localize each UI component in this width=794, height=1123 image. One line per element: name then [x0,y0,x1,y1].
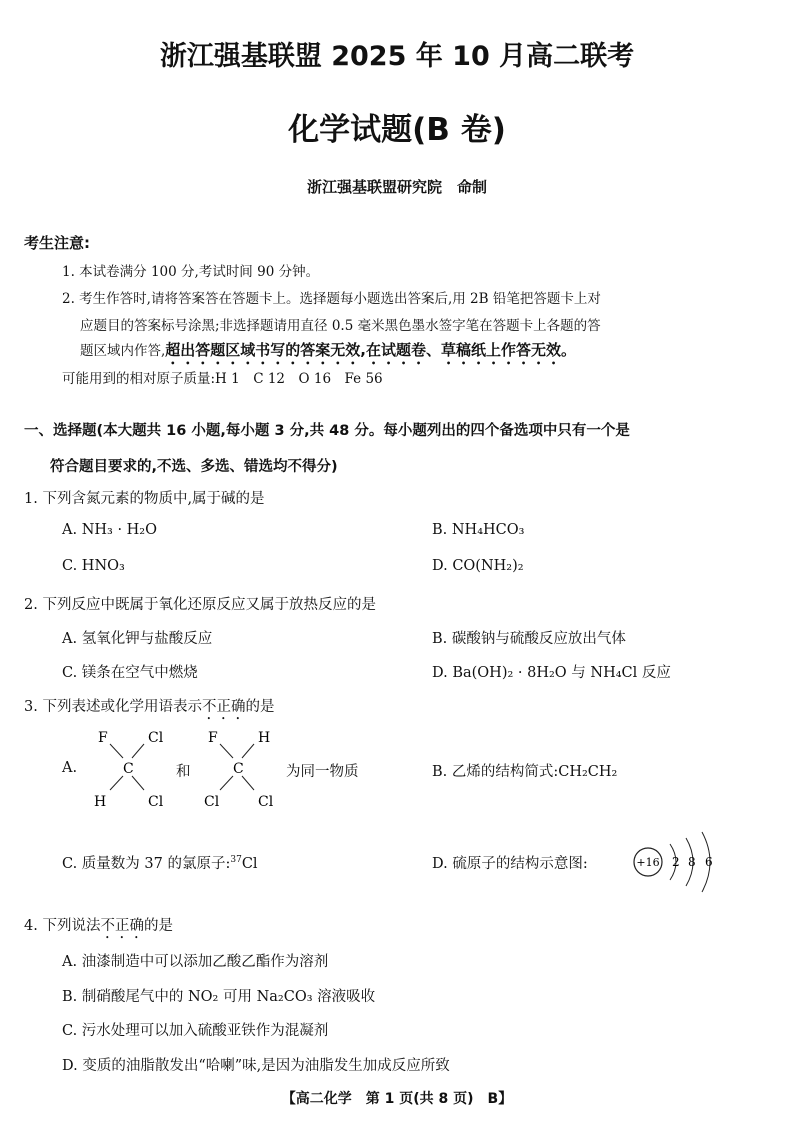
notice-item-2-line-3 [80,339,576,368]
q3-option-c-text: C. 质量数为 37 的氯原子: [62,856,231,872]
notice-item-2-line-3-text: 题区域内作答, [80,343,166,359]
shell-3-electrons: 6 [705,855,713,869]
shell-2-electrons: 8 [688,855,696,869]
notice-item-2-line-2: 应题目的答案标号涂黑;非选择题请用直径 0.5 毫米黑色墨水签字笔在答题卡上各题的答 [80,318,601,334]
page-footer: 【高二化学 第 1 页(共 8 页) B】 [281,1091,513,1107]
notice-item-2-line-1: 2. 考生作答时,请将答案答在答题卡上。选择题每小题选出答案后,用 2B 铅笔把答题卡上对 [62,291,601,307]
q1-option-b: B. NH₄HCO₃ [432,522,525,538]
q4-option-d: D. 变质的油脂散发出“哈喇”味,是因为油脂发生加成反应所致 [62,1058,450,1074]
q3-option-d-text: D. 硫原子的结构示意图: [432,856,588,872]
q2-option-a: A. 氢氧化钾与盐酸反应 [62,631,213,647]
q1-stem: 1. 下列含氮元素的物质中,属于碱的是 [24,491,265,507]
mol2-bottom-right: Cl [258,794,274,810]
sulfur-atom-diagram [624,830,724,894]
q1-option-c: C. HNO₃ [62,558,125,574]
mol1-top-left: F [98,730,108,746]
mol2-center: C [233,761,244,777]
q3-option-a-tail: 为同一物质 [286,764,359,780]
mol1-center: C [123,761,134,777]
notice-heading: 考生注意: [24,234,90,252]
q3-option-b: B. 乙烯的结构简式:CH₂CH₂ [432,764,618,780]
q3-stem-emphasis: 不正确 [201,699,246,715]
mol1-bottom-left: H [94,794,107,810]
q3-option-c-mass-number: 37 [230,855,242,866]
mol2-top-left: F [208,730,218,746]
q4-stem [24,914,173,942]
q3-option-c-symbol: Cl [241,856,258,872]
q4-option-b: B. 制硝酸尾气中的 NO₂ 可用 Na₂CO₃ 溶液吸收 [62,989,376,1005]
author-line: 浙江强基联盟研究院 命制 [306,178,487,196]
q3-option-a-label: A. [62,760,78,776]
q1-option-d: D. CO(NH₂)₂ [432,558,524,574]
mol1-bottom-right: Cl [148,794,164,810]
atomic-mass-line: 可能用到的相对原子质量:H 1 C 12 O 16 Fe 56 [62,371,383,387]
q3-molecule-2 [196,728,288,810]
q3-option-a-and: 和 [176,764,191,780]
shell-1-electrons: 2 [672,855,680,869]
q3-stem-post: 的是 [245,699,275,715]
notice-item-1: 1. 本试卷满分 100 分,考试时间 90 分钟。 [62,264,320,280]
q2-option-d: D. Ba(OH)₂ · 8H₂O 与 NH₄Cl 反应 [432,665,671,681]
q2-option-c: C. 镁条在空气中燃烧 [62,665,198,681]
subject-title: 化学试题(B 卷) [288,112,506,148]
q3-stem [24,695,274,723]
mol1-top-right: Cl [148,730,164,746]
exam-title: 浙江强基联盟 2025 年 10 月高二联考 [159,41,635,72]
q2-stem: 2. 下列反应中既属于氧化还原反应又属于放热反应的是 [24,597,376,613]
q3-option-c [62,852,258,873]
q4-stem-emphasis: 不正确 [100,918,144,934]
q3-molecule-1 [86,728,178,810]
mol2-top-right: H [258,730,271,746]
q4-option-a: A. 油漆制造中可以添加乙酸乙酯作为溶剂 [62,954,329,970]
q3-stem-pre: 3. 下列表述或化学用语表示 [24,699,202,715]
mol2-bottom-left: Cl [204,794,220,810]
notice-emphasis: 超出答题区域书写的答案无效,在试题卷、草稿纸上作答无效。 [165,341,576,359]
q4-stem-pre: 4. 下列说法 [24,918,101,934]
q4-option-c: C. 污水处理可以加入硫酸亚铁作为混凝剂 [62,1023,329,1039]
section-heading-line-1: 一、选择题(本大题共 16 小题,每小题 3 分,共 48 分。每小题列出的四个备选项中只有一个是 [24,423,630,439]
nucleus-charge: +16 [636,856,660,869]
q2-option-b: B. 碳酸钠与硫酸反应放出气体 [432,631,626,647]
section-heading-line-2: 符合题目要求的,不选、多选、错选均不得分) [50,459,338,475]
q4-stem-post: 的是 [143,918,173,934]
q1-option-a: A. NH₃ · H₂O [62,522,158,538]
